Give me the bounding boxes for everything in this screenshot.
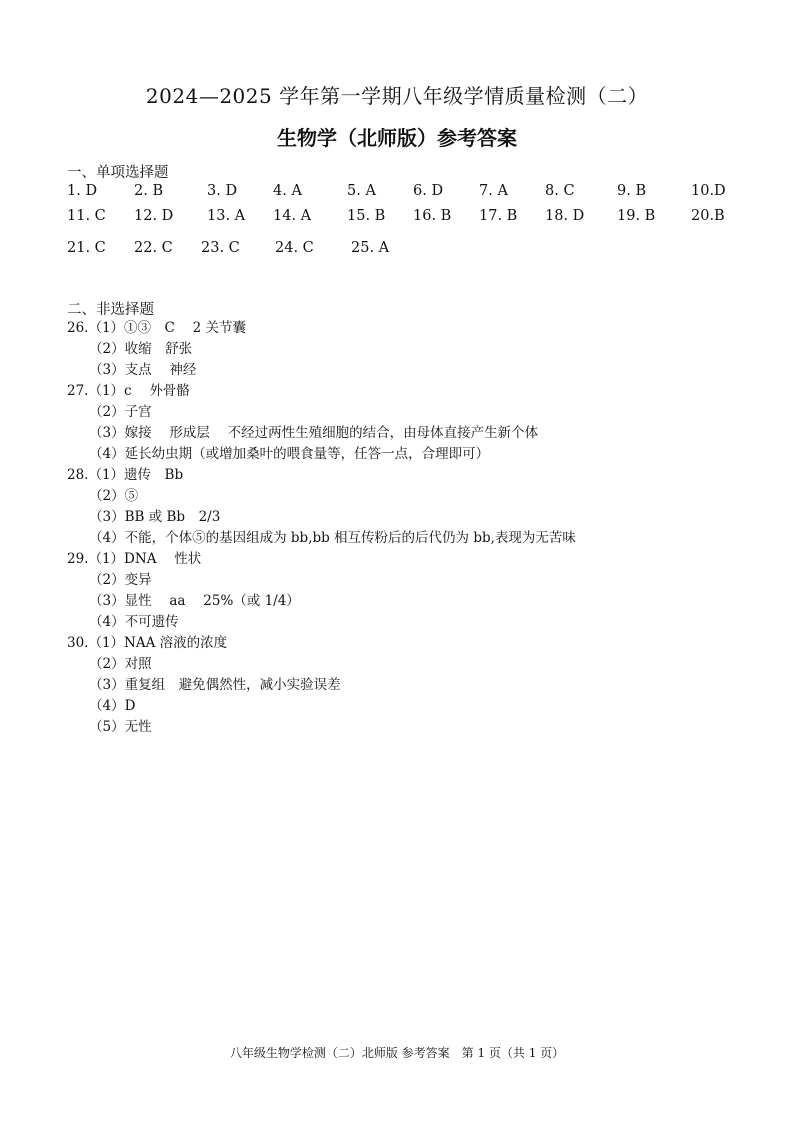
mc-answer: 13. A: [207, 208, 246, 224]
mc-answer: 12. D: [134, 208, 174, 224]
mc-answer: 24. C: [275, 240, 314, 256]
mc-answer: 20.B: [691, 208, 725, 224]
mc-answer: 16. B: [413, 208, 452, 224]
page-title: 2024—2025 学年第一学期八年级学情质量检测（二）: [145, 84, 649, 108]
mc-answer: 22. C: [134, 240, 173, 256]
answer-line: 26.（1）①③ C 2 关节囊: [67, 320, 247, 336]
mc-answer: 17. B: [479, 208, 518, 224]
answer-line: （3）显性 aa 25%（或 1/4）: [89, 593, 300, 609]
answer-line: （4）延长幼虫期（或增加桑叶的喂食量等，任答一点，合理即可）: [89, 446, 490, 462]
answer-line: （5）无性: [89, 719, 152, 735]
mc-answer: 11. C: [67, 208, 106, 224]
answer-lines: [67, 318, 767, 738]
page-footer: 八年级生物学检测（二）北师版 参考答案 第 1 页（共 1 页）: [229, 1046, 565, 1060]
answer-line: （3）BB 或 Bb 2/3: [89, 509, 221, 525]
mc-answer: 23. C: [201, 240, 240, 256]
answer-line: （4）D: [89, 698, 136, 714]
answer-line: （4）不可遗传: [89, 614, 179, 630]
answer-line: （2）⑤: [89, 488, 139, 504]
mc-answer: 2. B: [134, 183, 164, 199]
answer-line: （2）对照: [89, 656, 152, 672]
mc-answer: 25. A: [351, 240, 390, 256]
mc-answer: 14. A: [273, 208, 312, 224]
answer-line: 28.（1）遗传 Bb: [67, 467, 184, 483]
mc-answer: 10.D: [691, 183, 726, 199]
answer-line: 30.（1）NAA 溶液的浓度: [67, 635, 228, 651]
answer-line: （2）收缩 舒张: [89, 341, 193, 357]
answer-line: （2）变异: [89, 572, 152, 588]
section-title-choice: 一、单项选择题: [67, 165, 169, 181]
mc-answer: 9. B: [617, 183, 647, 199]
page-subtitle: 生物学（北师版）参考答案: [277, 126, 517, 150]
mc-answer: 3. D: [207, 183, 238, 199]
answer-line: 27.（1）c 外骨骼: [67, 383, 190, 399]
answer-line: （3）支点 神经: [89, 362, 197, 378]
mc-answer: 1. D: [67, 183, 98, 199]
mc-answer: 19. B: [617, 208, 656, 224]
answer-line: 29.（1）DNA 性状: [67, 551, 202, 567]
mc-answer: 4. A: [273, 183, 302, 199]
mc-answer: 15. B: [347, 208, 386, 224]
answer-line: （4）不能，个体⑤的基因组成为 bb,bb 相互传粉后的后代仍为 bb,表现为无苦味: [89, 530, 576, 546]
mc-answer: 21. C: [67, 240, 106, 256]
section-title-nonchoice: 二、非选择题: [67, 302, 154, 318]
mc-answer: 18. D: [545, 208, 585, 224]
mc-answer: 6. D: [413, 183, 444, 199]
answer-line: （3）重复组 避免偶然性，减小实验误差: [89, 677, 341, 693]
answer-line: （3）嫁接 形成层 不经过两性生殖细胞的结合，由母体直接产生新个体: [89, 425, 539, 441]
answer-line: （2）子宫: [89, 404, 152, 420]
mc-answer: 7. A: [479, 183, 508, 199]
mc-answer: 5. A: [347, 183, 376, 199]
mc-answer: 8. C: [545, 183, 575, 199]
